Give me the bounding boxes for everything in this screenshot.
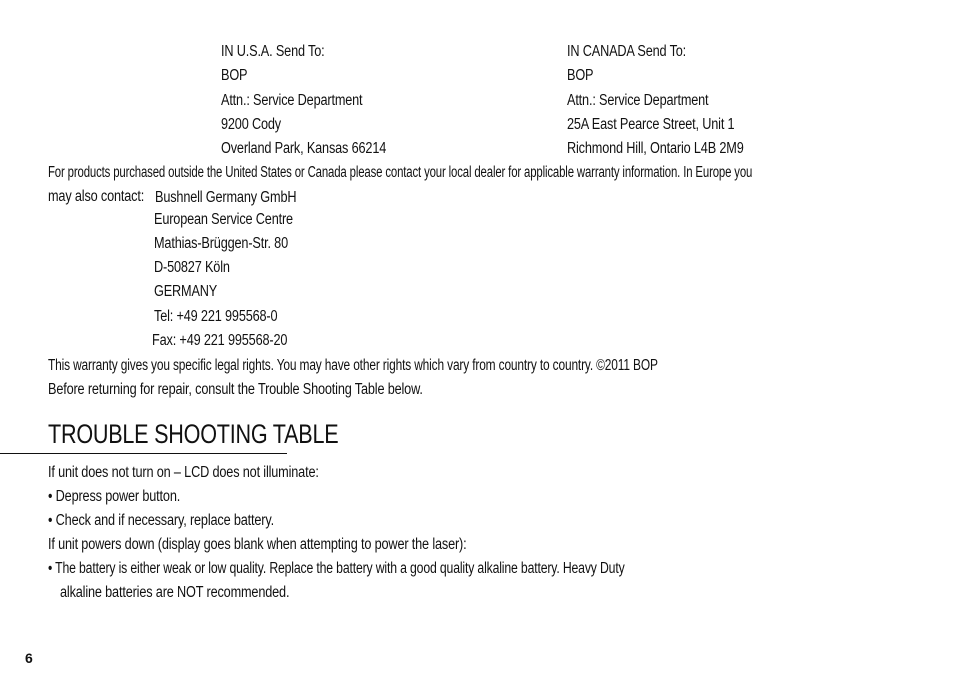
europe-country: GERMANY xyxy=(154,283,218,300)
europe-company: Bushnell Germany GmbH xyxy=(155,189,297,206)
canada-heading: IN CANADA Send To: xyxy=(567,43,687,60)
issue-powers-down-step1-cont: alkaline batteries are NOT recommended. xyxy=(60,584,290,601)
usa-attn: Attn.: Service Department xyxy=(221,92,363,109)
heading-underline xyxy=(0,453,287,454)
issue-no-power-step2: • Check and if necessary, replace battery. xyxy=(48,512,274,529)
europe-street: Mathias-Brüggen-Str. 80 xyxy=(154,235,288,252)
canada-street: 25A East Pearce Street, Unit 1 xyxy=(567,116,735,133)
outside-paragraph-prefix: may also contact: xyxy=(48,188,145,205)
issue-no-power-step1: • Depress power button. xyxy=(48,488,181,505)
canada-company: BOP xyxy=(567,67,594,84)
europe-centre: European Service Centre xyxy=(154,211,293,228)
issue-powers-down: If unit powers down (display goes blank when attempting to power the laser): xyxy=(48,536,467,553)
europe-tel: Tel: +49 221 995568-0 xyxy=(154,308,278,325)
issue-powers-down-step1: • The battery is either weak or low quality. Replace the battery with a good quality alkaline battery. Heavy Duty xyxy=(48,560,625,577)
usa-company: BOP xyxy=(221,67,248,84)
usa-street: 9200 Cody xyxy=(221,116,282,133)
europe-fax: Fax: +49 221 995568-20 xyxy=(152,332,288,349)
usa-heading: IN U.S.A. Send To: xyxy=(221,43,325,60)
trouble-shooting-heading: TROUBLE SHOOTING TABLE xyxy=(48,419,339,449)
canada-attn: Attn.: Service Department xyxy=(567,92,709,109)
canada-city: Richmond Hill, Ontario L4B 2M9 xyxy=(567,140,744,157)
issue-no-power: If unit does not turn on – LCD does not illuminate: xyxy=(48,464,319,481)
before-return-text: Before returning for repair, consult the Trouble Shooting Table below. xyxy=(48,381,423,398)
usa-city: Overland Park, Kansas 66214 xyxy=(221,140,387,157)
europe-city: D-50827 Köln xyxy=(154,259,230,276)
outside-paragraph-line1: For products purchased outside the United States or Canada please contact your local dealer for applicable warranty information. In Europe you xyxy=(48,164,753,181)
page-number: 6 xyxy=(25,650,33,666)
legal-rights-text: This warranty gives you specific legal rights. You may have other rights which vary from country to country. ©2011 BOP xyxy=(48,357,658,374)
